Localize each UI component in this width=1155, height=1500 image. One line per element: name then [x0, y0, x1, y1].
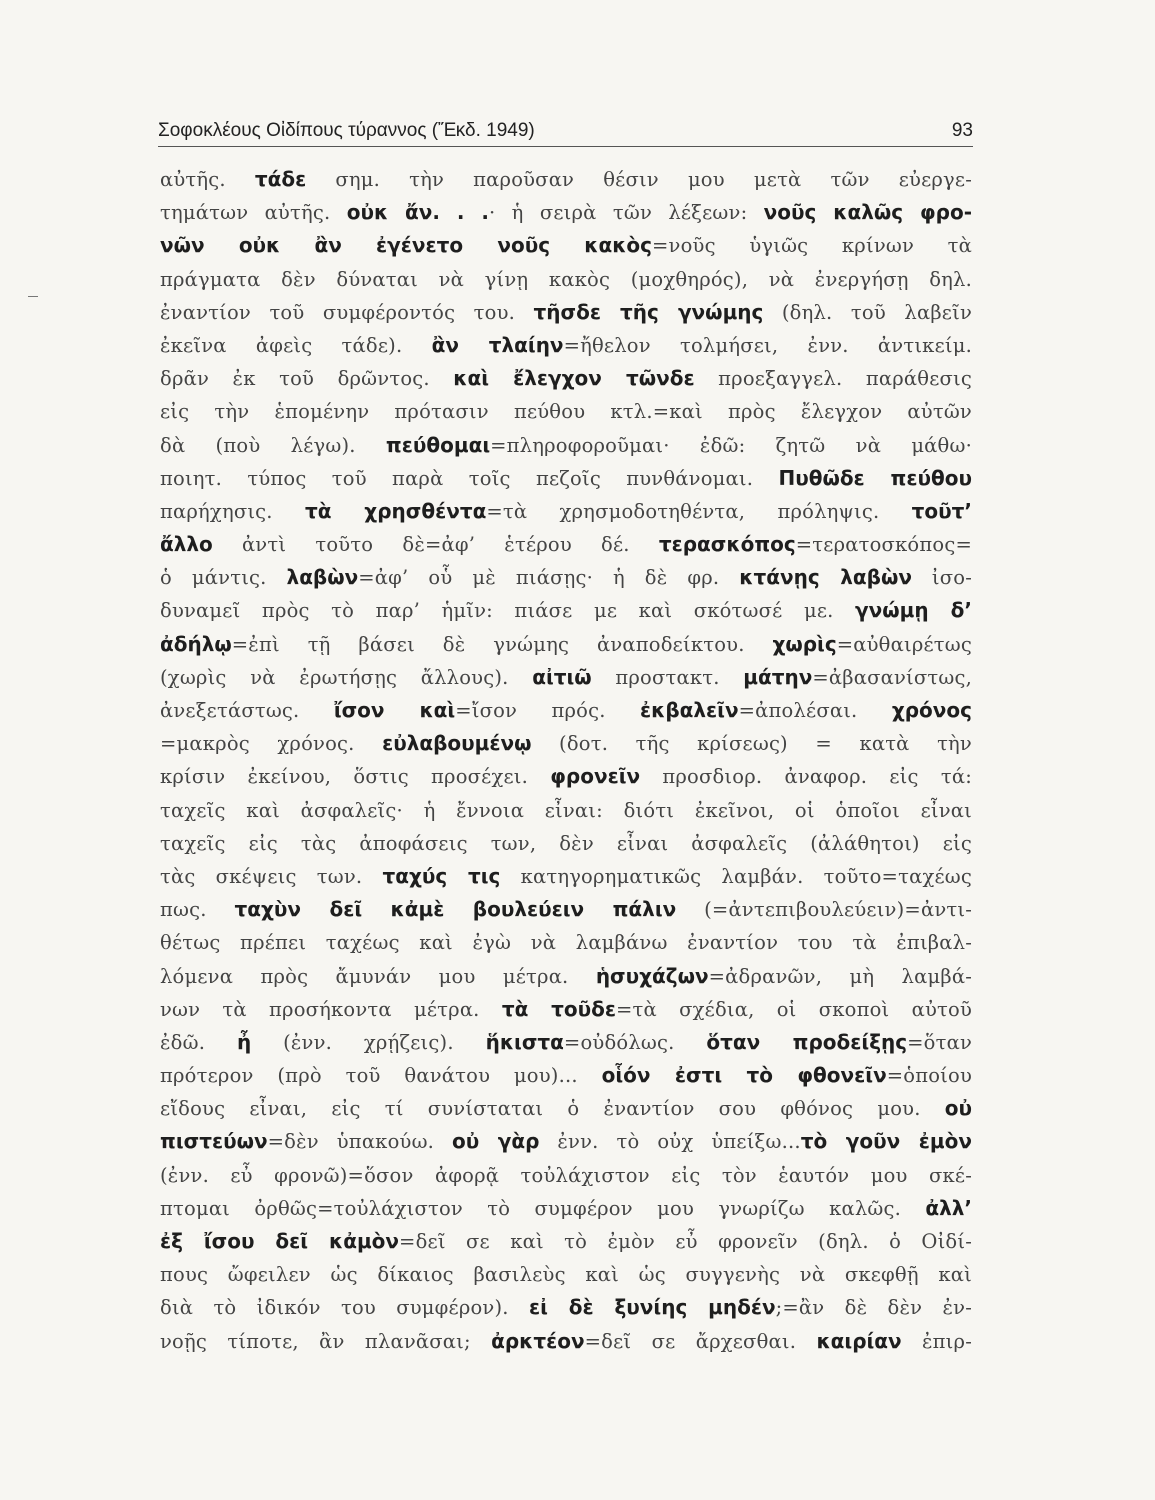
lemma-term: καὶ ἔλεγχον τῶνδε — [453, 366, 695, 391]
gloss-text: · ἡ σειρὰ τῶν λέξεων: — [488, 201, 764, 225]
text-line — [160, 229, 972, 262]
gloss-text: πτομαι ὀρθῶς=τοὐλάχιστον τὸ συμφέρον μου γνωρίζω καλῶς. — [160, 1196, 926, 1220]
text-line — [160, 263, 972, 296]
lemma-term: ἦ — [236, 1029, 252, 1054]
lemma-term: ἴσον καὶ — [333, 698, 456, 722]
text-line — [160, 1159, 972, 1192]
gloss-text: (δοτ. τῆς κρίσεως) = κατὰ τὴν — [531, 732, 972, 756]
gloss-text: (=ἀντεπιβουλεύειν)=ἀντι- — [676, 898, 972, 922]
commentary-text — [160, 163, 972, 1358]
text-line — [160, 727, 972, 760]
gloss-text: νων τὰ προσήκοντα μέτρα. — [160, 997, 502, 1021]
text-line — [160, 628, 972, 661]
gloss-text: εἴδους εἶναι, εἰς τί συνίσταται ὁ ἐναντίον σου φθόνος μου. — [160, 1097, 945, 1121]
lemma-term: τῆσδε τῆς γνώμης — [533, 299, 764, 324]
gloss-text: =ὁποίου — [886, 1064, 972, 1088]
gloss-text: ποιητ. τύπος τοῦ παρὰ τοῖς πεζοῖς πυνθάνομαι. — [160, 466, 779, 490]
running-header — [158, 113, 973, 147]
lemma-term: κτάνῃς λαβὼν — [739, 565, 912, 590]
text-line — [160, 1325, 972, 1358]
gloss-text: ἐκεῖνα ἀφεὶς τάδε). — [160, 333, 432, 357]
text-line — [160, 661, 972, 694]
gloss-text: ἀνεξετάστως. — [160, 699, 334, 722]
text-line — [160, 1092, 972, 1125]
gloss-text: =ἀπολέσαι. — [738, 699, 892, 722]
gloss-text: δρᾶν ἐκ τοῦ δρῶντος. — [160, 367, 454, 391]
text-line — [160, 296, 972, 329]
gloss-text: =ἐπὶ τῇ βάσει δὲ γνώμης ἀναποδείκτου. — [231, 632, 773, 656]
gloss-text: προσδιορ. ἀναφορ. εἰς τά: — [640, 765, 972, 789]
lemma-term: οὐ γὰρ — [452, 1129, 540, 1154]
text-line — [160, 329, 972, 362]
text-line — [160, 1125, 972, 1158]
lemma-term: γνώμῃ δ’ — [855, 598, 972, 623]
lemma-term: τὸ γοῦν ἐμὸν — [800, 1129, 972, 1154]
lemma-term: οἷόν ἐστι τὸ φθονεῖν — [601, 1063, 887, 1088]
text-line — [160, 1258, 972, 1291]
gloss-text: λόμενα πρὸς ἄμυνάν μου μέτρα. — [160, 964, 596, 988]
lemma-term: οὐ — [944, 1096, 972, 1121]
gloss-text: προστακτ. — [591, 665, 744, 689]
gloss-text: αὐτῆς. — [160, 168, 255, 191]
gloss-text: =ἀβασανίστως, — [812, 665, 972, 689]
gloss-text: =τὰ σχέδια, οἱ σκοποὶ αὐτοῦ — [616, 997, 972, 1021]
page-number: 93 — [951, 120, 973, 141]
gloss-text: =νοῦς ὑγιῶς κρίνων τὰ — [652, 234, 972, 258]
gloss-text: ἐπιρ- — [901, 1329, 972, 1353]
lemma-term: ἥκιστα — [485, 1029, 564, 1054]
text-line — [160, 926, 972, 959]
text-line — [160, 528, 972, 561]
gloss-text: πως. — [160, 898, 235, 922]
gloss-text: =ὅταν — [907, 1030, 972, 1054]
gloss-text: =ἀδρανῶν, μὴ λαμβά- — [708, 964, 972, 988]
text-line — [160, 594, 972, 627]
running-title: Σοφοκλέους Οἰδίπους τύραννος (Ἔκδ. 1949) — [158, 120, 535, 141]
text-line — [160, 860, 972, 893]
gloss-text: =δὲν ὑπακούω. — [267, 1130, 453, 1154]
lemma-term: ταχὺν δεῖ κἀμὲ βουλεύειν πάλιν — [234, 897, 677, 922]
gloss-text: ἐνν. τὸ οὐχ ὑπείξω... — [539, 1130, 801, 1154]
lemma-term: ταχύς τις — [382, 863, 501, 888]
text-line — [160, 495, 972, 528]
lemma-term: νῶν οὐκ ἂν ἐγένετο νοῦς κακὸς — [160, 233, 652, 258]
gloss-text: =ἴσον πρός. — [455, 699, 640, 722]
gloss-text: προεξαγγελ. παράθεσις — [694, 367, 972, 391]
text-line — [160, 794, 972, 827]
gloss-text: =μακρὸς χρόνος. — [160, 732, 383, 756]
gloss-text: παρήχησις. — [160, 499, 305, 523]
gloss-text: =ἀφ’ οὗ μὲ πιάσῃς· ἡ δὲ φρ. — [358, 566, 740, 590]
text-line — [160, 163, 972, 196]
lemma-term: καιρίαν — [816, 1328, 902, 1353]
lemma-term: εὐλαβουμένῳ — [382, 731, 532, 756]
lemma-term: Πυθῶδε πεύθου — [778, 465, 972, 490]
gloss-text: =ἤθελον τολμήσει, ἐνν. ἀντικείμ. — [563, 333, 972, 357]
lemma-term: ἐξ ἴσου δεῖ κἀμὸν — [160, 1229, 400, 1253]
gloss-text: σημ. τὴν παροῦσαν θέσιν μου μετὰ τῶν εὐεργε- — [306, 168, 972, 191]
text-line — [160, 960, 972, 993]
gloss-text: =τὰ χρησμοδοτηθέντα, πρόληψις. — [486, 499, 912, 523]
gloss-text: ταχεῖς εἰς τὰς ἀποφάσεις των, δὲν εἶναι ἀσφαλεῖς (ἀλάθητοι) εἰς — [160, 831, 972, 855]
text-line — [160, 561, 972, 594]
lemma-term: πεύθομαι — [385, 432, 491, 457]
lemma-term: τὰ χρησθέντα — [304, 498, 487, 523]
gloss-text: =τερατοσκόπος= — [795, 533, 972, 557]
lemma-term: ἐκβαλεῖν — [639, 698, 739, 722]
lemma-term: ἄλλο — [160, 532, 213, 557]
lemma-term: λαβὼν — [286, 565, 359, 590]
lemma-term: τὰ τοῦδε — [501, 996, 616, 1021]
gloss-text: =πληροφοροῦμαι· ἐδῶ: ζητῶ νὰ μάθω· — [490, 433, 972, 457]
lemma-term: ἀρκτέον — [491, 1328, 585, 1353]
lemma-term: ἀλλ’ — [925, 1195, 972, 1220]
gloss-text: πους ὤφειλεν ὡς δίκαιος βασιλεὺς καὶ ὡς συγγενὴς νὰ σκεφθῇ καὶ — [160, 1263, 972, 1287]
lemma-term: νοῦς καλῶς φρο- — [763, 200, 972, 225]
text-line — [160, 462, 972, 495]
gloss-text: (ἐνν. εὖ φρονῶ)=ὅσον ἀφορᾷ τοὐλάχιστον εἰς τὸν ἑαυτόν μου σκέ- — [160, 1163, 972, 1187]
lemma-term: φρονεῖν — [550, 764, 641, 789]
gloss-text: =αὐθαιρέτως — [836, 632, 972, 656]
gloss-text: νοῇς τίποτε, ἂν πλανᾶσαι; — [160, 1329, 492, 1353]
lemma-term: μάτην — [743, 664, 813, 689]
gloss-text: διὰ τὸ ἰδικόν του συμφέρον). — [160, 1296, 529, 1320]
lemma-term: ὅταν προδείξῃς — [706, 1029, 908, 1054]
lemma-term: αἰτιῶ — [532, 664, 592, 689]
gloss-text: δὰ (ποὺ λέγω). — [160, 433, 386, 457]
text-line — [160, 1225, 972, 1258]
text-line — [160, 395, 972, 428]
lemma-term: χωρὶς — [772, 631, 837, 656]
text-line — [160, 429, 972, 462]
text-line — [160, 760, 972, 793]
lemma-term: ἀδήλῳ — [160, 631, 232, 656]
text-line — [160, 1059, 972, 1092]
lemma-term: εἰ δὲ ξυνίης μηδέν — [528, 1295, 776, 1320]
text-line — [160, 362, 972, 395]
gloss-text: (ἐνν. χρῄζεις). — [251, 1030, 486, 1054]
lemma-term: τοῦτ’ — [911, 498, 972, 523]
gloss-text: (χωρὶς νὰ ἐρωτήσῃς ἄλλους). — [160, 665, 533, 689]
margin-dash — [28, 296, 38, 297]
lemma-term: πιστεύων — [160, 1129, 268, 1154]
gloss-text: ὁ μάντις. — [160, 566, 287, 590]
gloss-text: ἀντὶ τοῦτο δὲ=ἀφ’ ἑτέρου δέ. — [212, 533, 659, 557]
lemma-term: χρόνος — [891, 698, 972, 722]
gloss-text: ἐναντίον τοῦ συμφέροντός του. — [160, 300, 534, 324]
gloss-text: τημάτων αὐτῆς. — [160, 201, 347, 225]
text-line — [160, 993, 972, 1026]
text-line — [160, 694, 972, 727]
lemma-term: ἡσυχάζων — [595, 963, 709, 988]
text-line — [160, 827, 972, 860]
lemma-term: τερασκόπος — [658, 532, 796, 557]
gloss-text: τὰς σκέψεις των. — [160, 864, 383, 888]
text-line — [160, 1291, 972, 1324]
gloss-text: =οὐδόλως. — [563, 1030, 707, 1054]
gloss-text: ἰσο- — [911, 566, 972, 590]
text-line — [160, 196, 972, 229]
gloss-text: κατηγορηματικῶς λαμβάν. τοῦτο=ταχέως — [500, 864, 972, 888]
gloss-text: εἰς τὴν ἑπομένην πρότασιν πεύθου κτλ.=καὶ πρὸς ἔλεγχον αὐτῶν — [160, 400, 972, 424]
gloss-text: ἐδῶ. — [160, 1030, 237, 1054]
gloss-text: θέτως πρέπει ταχέως καὶ ἐγὼ νὰ λαμβάνω ἐναντίον του τὰ ἐπιβαλ- — [160, 931, 972, 955]
text-line — [160, 1192, 972, 1225]
gloss-text: ταχεῖς καὶ ἀσφαλεῖς· ἡ ἔννοια εἶναι: διότι ἐκεῖνοι, οἱ ὁποῖοι εἶναι — [160, 798, 972, 822]
gloss-text: πρότερον (πρὸ τοῦ θανάτου μου)... — [160, 1064, 602, 1088]
gloss-text: κρίσιν ἐκείνου, ὅστις προσέχει. — [160, 765, 551, 789]
text-line — [160, 893, 972, 926]
lemma-term: οὐκ ἄν. . . — [346, 200, 489, 225]
text-line — [160, 1026, 972, 1059]
gloss-text: πράγματα δὲν δύναται νὰ γίνῃ κακὸς (μοχθηρός), νὰ ἐνεργήσῃ δηλ. — [160, 267, 972, 291]
gloss-text: (δηλ. τοῦ λαβεῖν — [763, 300, 972, 324]
gloss-text: δυναμεῖ πρὸς τὸ παρ’ ἡμῖν: πιάσε με καὶ σκότωσέ με. — [160, 599, 856, 623]
lemma-term: τάδε — [254, 167, 307, 191]
lemma-term: ἂν τλαίην — [431, 332, 564, 357]
gloss-text: =δεῖ σε ἄρχεσθαι. — [584, 1329, 817, 1353]
gloss-text: =δεῖ σε καὶ τὸ ἐμὸν εὖ φρονεῖν (δηλ. ὁ Οἰδί- — [399, 1230, 972, 1253]
gloss-text: ;=ἂν δὲ δὲν ἐν- — [775, 1296, 972, 1320]
